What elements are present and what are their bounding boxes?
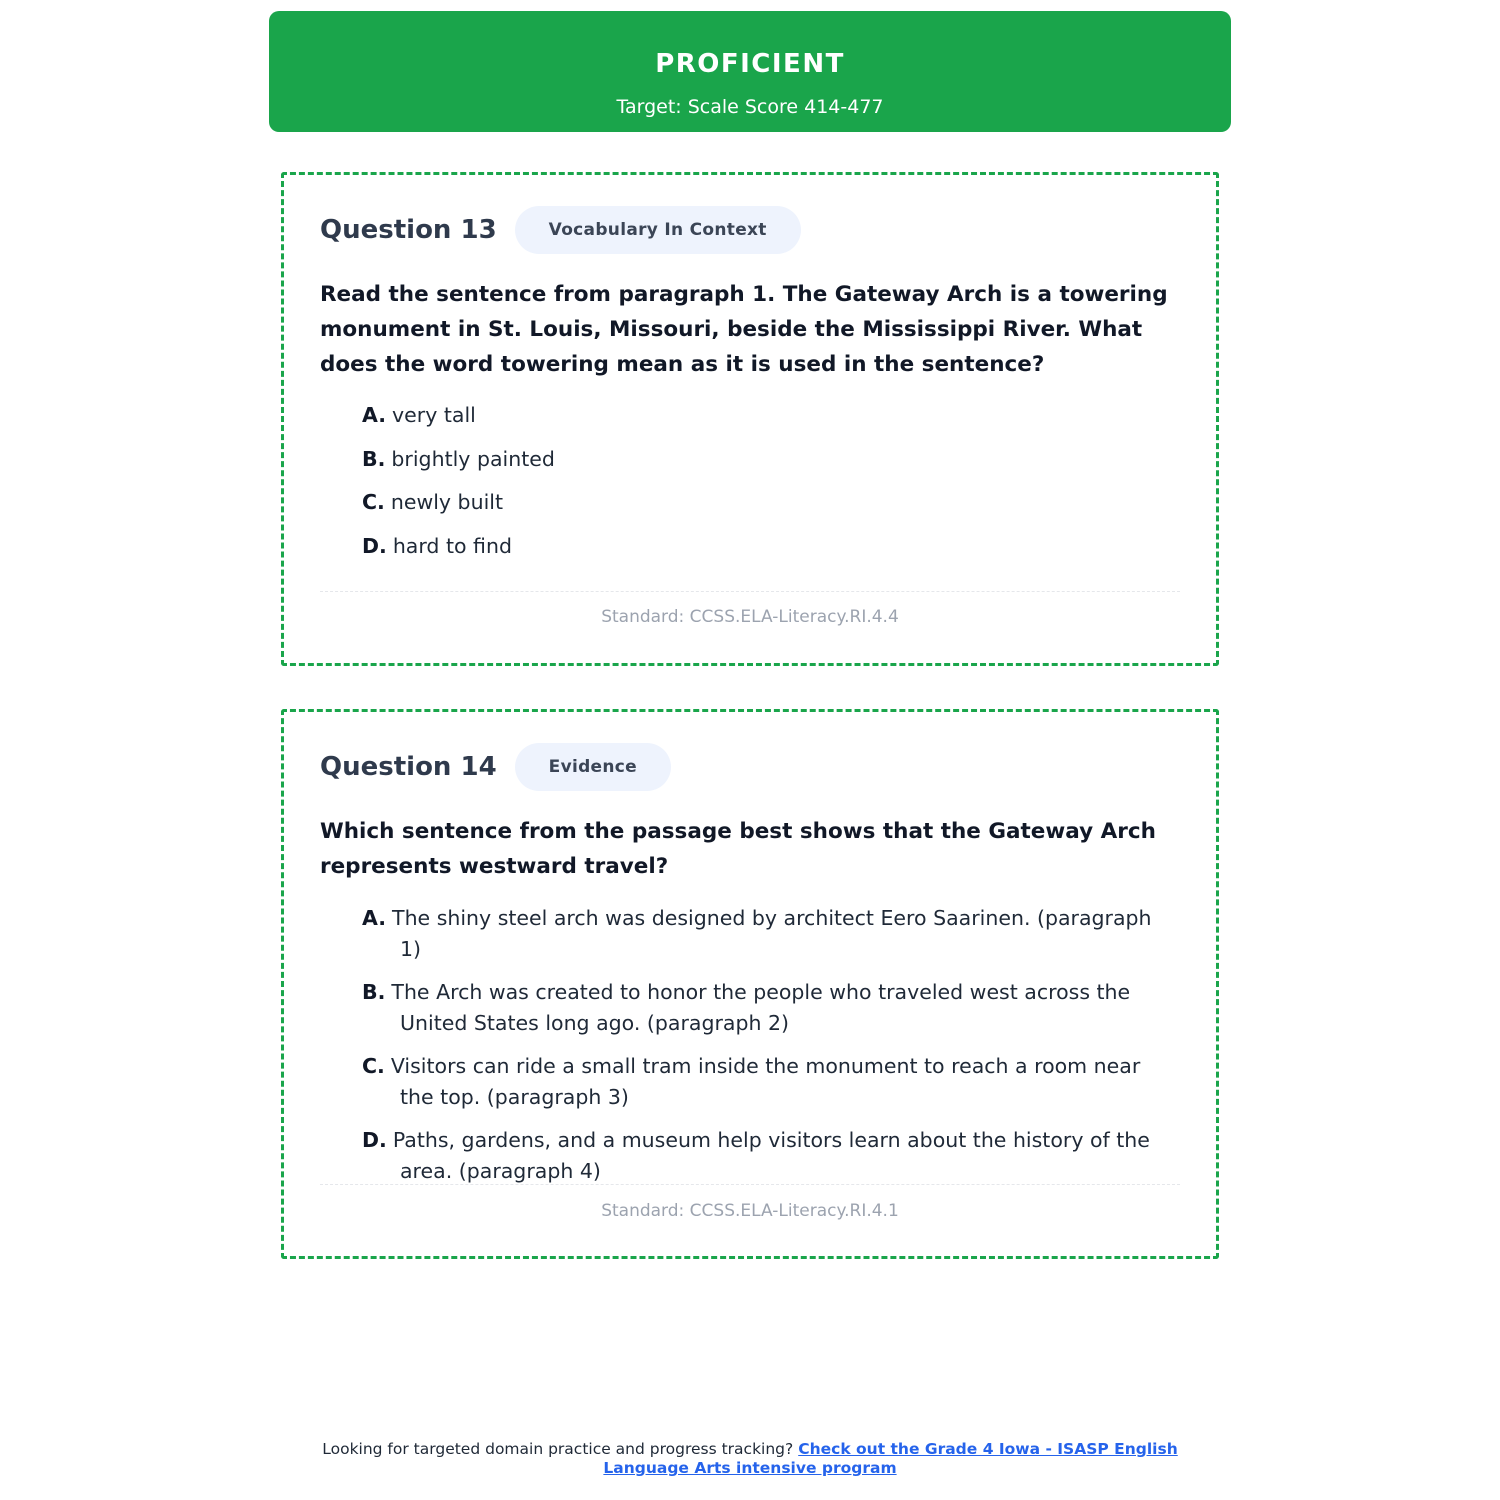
program-link[interactable]: Check out the Grade 4 Iowa - ISASP English Language Arts intensive program: [603, 1440, 1178, 1477]
question-skill-tag: Evidence: [515, 743, 671, 791]
option-text: Visitors can ride a small tram inside the monument to reach a room near the top. (paragraph 3): [390, 1054, 1141, 1109]
answer-option-b[interactable]: [362, 977, 1176, 1039]
question-header: [320, 206, 801, 254]
footer-text: Looking for targeted domain practice and progress tracking?: [322, 1440, 794, 1458]
divider: [320, 591, 1180, 592]
question-number: Question 14: [320, 752, 497, 782]
question-number: Question 13: [320, 215, 497, 245]
question-prompt: Read the sentence from paragraph 1. The Gateway Arch is a towering monument in St. Louis, Missouri, beside the Mississippi River. What does the word towering mean as it is used in the sentence?: [320, 282, 1168, 377]
option-text: brightly painted: [391, 446, 555, 471]
option-letter: A.: [362, 403, 387, 427]
answer-option-d[interactable]: [362, 1125, 1176, 1187]
option-letter: B.: [362, 980, 386, 1004]
option-text: The Arch was created to honor the people who traveled west across the United States long ago. (paragraph 2): [391, 980, 1131, 1035]
level-banner: [269, 11, 1231, 132]
question-card-14: [281, 709, 1219, 1259]
option-letter: B.: [362, 446, 386, 471]
answer-option-c[interactable]: [362, 1051, 1176, 1113]
standard-label: Standard: CCSS.ELA-Literacy.RI.4.4: [601, 607, 899, 627]
divider: [320, 1184, 1180, 1185]
answer-option-a[interactable]: [362, 903, 1176, 965]
option-letter: C.: [362, 490, 385, 514]
answer-options: [362, 903, 1176, 1199]
option-letter: D.: [362, 533, 387, 558]
answer-options: [362, 400, 1176, 574]
option-text: hard to find: [392, 533, 512, 558]
option-letter: A.: [362, 906, 387, 930]
question-card-13: [281, 172, 1219, 666]
option-text: newly built: [390, 490, 503, 514]
option-letter: D.: [362, 1128, 387, 1152]
standard-label: Standard: CCSS.ELA-Literacy.RI.4.1: [601, 1201, 899, 1221]
option-text: very tall: [392, 403, 476, 427]
question-prompt: Which sentence from the passage best shows that the Gateway Arch represents westward travel?: [320, 819, 1156, 879]
option-text: The shiny steel arch was designed by architect Eero Saarinen. (paragraph 1): [392, 906, 1152, 961]
question-header: [320, 743, 671, 791]
target-score: Target: Scale Score 414-477: [616, 96, 884, 118]
answer-option-b[interactable]: [362, 444, 1176, 475]
option-letter: C.: [362, 1054, 385, 1078]
level-title: PROFICIENT: [655, 49, 845, 79]
option-text: Paths, gardens, and a museum help visitors learn about the history of the area. (paragraph 4): [392, 1128, 1150, 1183]
answer-option-d[interactable]: [362, 531, 1176, 562]
answer-option-c[interactable]: [362, 487, 1176, 518]
answer-option-a[interactable]: [362, 400, 1176, 431]
question-skill-tag: Vocabulary In Context: [515, 206, 801, 254]
footer-promo: [280, 1440, 1220, 1478]
